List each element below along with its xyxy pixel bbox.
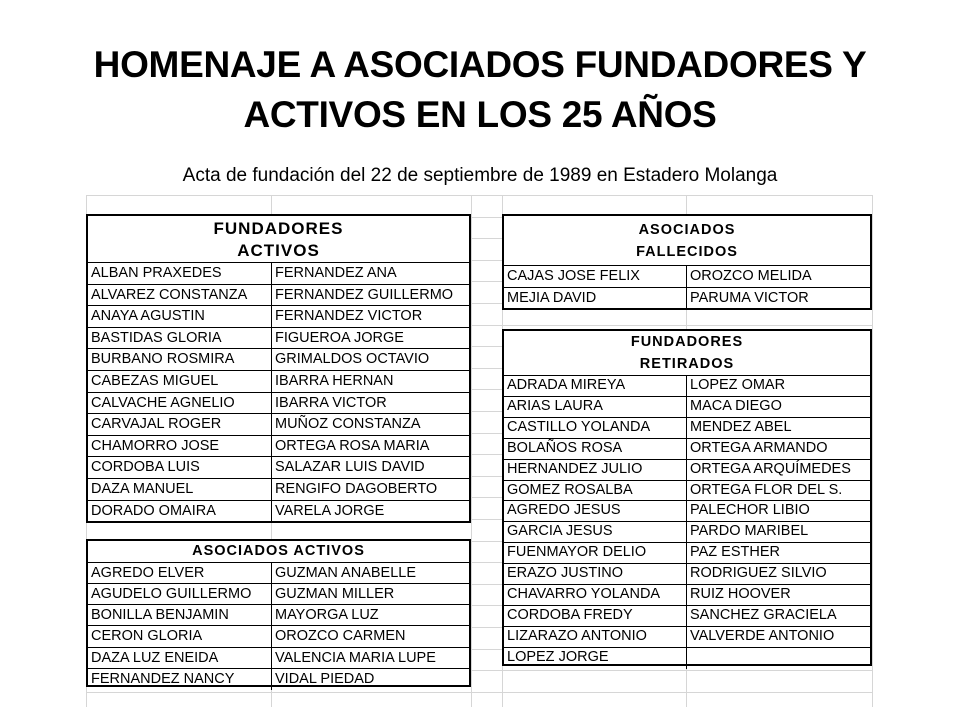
table-row xyxy=(88,262,469,284)
name-cell: RENGIFO DAGOBERTO xyxy=(271,479,469,501)
gridline xyxy=(86,692,873,693)
name-cell: MAYORGA LUZ xyxy=(271,605,469,626)
name-cell: OROZCO MELIDA xyxy=(686,266,870,288)
page-title xyxy=(0,40,960,140)
table-row xyxy=(88,370,469,392)
name-cell: CORDOBA FREDY xyxy=(507,606,633,623)
name-cell: VALVERDE ANTONIO xyxy=(686,627,870,648)
name-cell: CHAVARRO YOLANDA xyxy=(507,586,661,602)
name-cell: BONILLA BENJAMIN xyxy=(91,607,229,624)
name-cell: DORADO OMAIRA xyxy=(91,502,216,519)
spreadsheet-area xyxy=(86,195,873,707)
name-cell: GARCIA JESUS xyxy=(507,523,613,540)
name-cell: MEJIA DAVID xyxy=(507,289,597,306)
name-cell: CERON GLORIA xyxy=(91,628,203,645)
name-cell: PALECHOR LIBIO xyxy=(686,501,870,522)
fundadores-activos-header-2: ACTIVOS xyxy=(237,241,320,260)
table-row xyxy=(88,348,469,370)
table-row xyxy=(88,413,469,435)
name-cell: PAZ ESTHER xyxy=(686,543,870,564)
name-cell: CALVACHE AGNELIO xyxy=(91,394,235,411)
name-cell: ORTEGA ARQUÍMEDES xyxy=(686,460,870,481)
name-cell: CAJAS JOSE FELIX xyxy=(507,268,640,284)
name-cell: MUÑOZ CONSTANZA xyxy=(271,414,469,436)
name-cell: BASTIDAS GLORIA xyxy=(91,329,222,346)
name-cell: FERNANDEZ ANA xyxy=(271,263,469,285)
table-row xyxy=(88,284,469,306)
name-cell: RODRIGUEZ SILVIO xyxy=(686,564,870,585)
asociados-fallecidos-table xyxy=(502,214,872,310)
fundadores-retirados-header-2: RETIRADOS xyxy=(639,356,735,372)
name-cell: VARELA JORGE xyxy=(271,501,469,523)
name-cell: MACA DIEGO xyxy=(686,397,870,418)
name-cell: ADRADA MIREYA xyxy=(507,377,626,393)
name-cell: OROZCO CARMEN xyxy=(271,626,469,647)
name-cell: DAZA MANUEL xyxy=(91,481,194,497)
table-row xyxy=(88,392,469,414)
name-cell: PARUMA VICTOR xyxy=(686,288,870,310)
name-cell: BURBANO ROSMIRA xyxy=(91,351,235,368)
table-row xyxy=(504,521,870,542)
table-row xyxy=(504,417,870,438)
table-row xyxy=(88,583,469,604)
name-cell: ERAZO JUSTINO xyxy=(507,565,624,582)
table-row xyxy=(504,396,870,417)
table-row xyxy=(504,480,870,501)
name-cell: GOMEZ ROSALBA xyxy=(507,481,633,498)
name-cell: ORTEGA FLOR DEL S. xyxy=(686,481,870,502)
fundadores-activos-header-1: FUNDADORES xyxy=(213,219,344,238)
table-row xyxy=(504,500,870,521)
table-row xyxy=(504,626,870,647)
table-row xyxy=(504,375,870,396)
table-row xyxy=(88,435,469,457)
gridline xyxy=(471,195,472,707)
table-row xyxy=(504,542,870,563)
name-cell: GUZMAN MILLER xyxy=(271,584,469,605)
name-cell: FERNANDEZ NANCY xyxy=(91,671,235,687)
name-cell: VIDAL PIEDAD xyxy=(271,669,469,690)
name-cell: BOLAÑOS ROSA xyxy=(507,439,623,456)
table-row xyxy=(504,584,870,605)
name-cell: CABEZAS MIGUEL xyxy=(91,373,219,389)
name-cell: ANAYA AGUSTIN xyxy=(91,308,205,325)
asociados-fallecidos-header-2: FALLECIDOS xyxy=(636,244,738,260)
table-row xyxy=(88,327,469,349)
name-cell: AGREDO ELVER xyxy=(91,564,205,581)
fundadores-retirados-header-1: FUNDADORES xyxy=(630,334,744,350)
table-row xyxy=(88,305,469,327)
table-row xyxy=(88,668,469,689)
name-cell: ORTEGA ARMANDO xyxy=(686,439,870,460)
name-cell: IBARRA HERNAN xyxy=(271,371,469,393)
table-row xyxy=(504,605,870,626)
name-cell: FERNANDEZ VICTOR xyxy=(271,306,469,328)
asociados-activos-table xyxy=(86,539,471,687)
title-line-2: ACTIVOS EN LOS 25 AÑOS xyxy=(243,94,717,135)
name-cell: FERNANDEZ GUILLERMO xyxy=(271,285,469,307)
asociados-activos-header: ASOCIADOS ACTIVOS xyxy=(192,543,365,559)
table-row xyxy=(88,647,469,668)
name-cell: HERNANDEZ JULIO xyxy=(507,460,643,477)
title-line-1: HOMENAJE A ASOCIADOS FUNDADORES Y xyxy=(93,44,867,85)
name-cell: ALBAN PRAXEDES xyxy=(91,265,222,281)
subtitle: Acta de fundación del 22 de septiembre de 1989 en Estadero Molanga xyxy=(182,165,778,186)
name-cell: FIGUEROA JORGE xyxy=(271,328,469,350)
table-row xyxy=(88,604,469,625)
name-cell: CARVAJAL ROGER xyxy=(91,416,222,433)
name-cell: CASTILLO YOLANDA xyxy=(507,418,651,435)
name-cell xyxy=(686,648,870,669)
gridline xyxy=(872,195,873,707)
name-cell: ARIAS LAURA xyxy=(507,397,603,414)
table-row xyxy=(504,265,870,287)
name-cell: SALAZAR LUIS DAVID xyxy=(271,457,469,479)
table-row xyxy=(88,625,469,646)
name-cell: VALENCIA MARIA LUPE xyxy=(271,648,469,669)
name-cell: LOPEZ JORGE xyxy=(507,648,609,665)
table-row xyxy=(88,562,469,583)
table-row xyxy=(88,478,469,500)
name-cell: LOPEZ OMAR xyxy=(686,376,870,397)
name-cell: CORDOBA LUIS xyxy=(91,459,200,476)
name-cell: ALVAREZ CONSTANZA xyxy=(91,286,248,303)
table-row xyxy=(504,563,870,584)
name-cell: PARDO MARIBEL xyxy=(686,522,870,543)
table-row xyxy=(504,459,870,480)
table-row xyxy=(504,287,870,309)
name-cell: GRIMALDOS OCTAVIO xyxy=(271,349,469,371)
table-row xyxy=(88,500,469,522)
name-cell: AGUDELO GUILLERMO xyxy=(91,585,252,602)
table-row xyxy=(88,456,469,478)
name-cell: AGREDO JESUS xyxy=(507,502,621,519)
table-row xyxy=(504,647,870,668)
name-cell: MENDEZ ABEL xyxy=(686,418,870,439)
name-cell: DAZA LUZ ENEIDA xyxy=(91,649,219,666)
name-cell: ORTEGA ROSA MARIA xyxy=(271,436,469,458)
name-cell: RUIZ HOOVER xyxy=(686,585,870,606)
table-row xyxy=(504,438,870,459)
name-cell: SANCHEZ GRACIELA xyxy=(686,606,870,627)
name-cell: IBARRA VICTOR xyxy=(271,393,469,415)
fundadores-retirados-table xyxy=(502,329,872,666)
gridline xyxy=(86,195,873,196)
name-cell: LIZARAZO ANTONIO xyxy=(507,627,647,644)
asociados-fallecidos-header-1: ASOCIADOS xyxy=(638,222,736,238)
name-cell: GUZMAN ANABELLE xyxy=(271,563,469,584)
name-cell: FUENMAYOR DELIO xyxy=(507,544,647,561)
fundadores-activos-table xyxy=(86,214,471,523)
name-cell: CHAMORRO JOSE xyxy=(91,437,220,454)
